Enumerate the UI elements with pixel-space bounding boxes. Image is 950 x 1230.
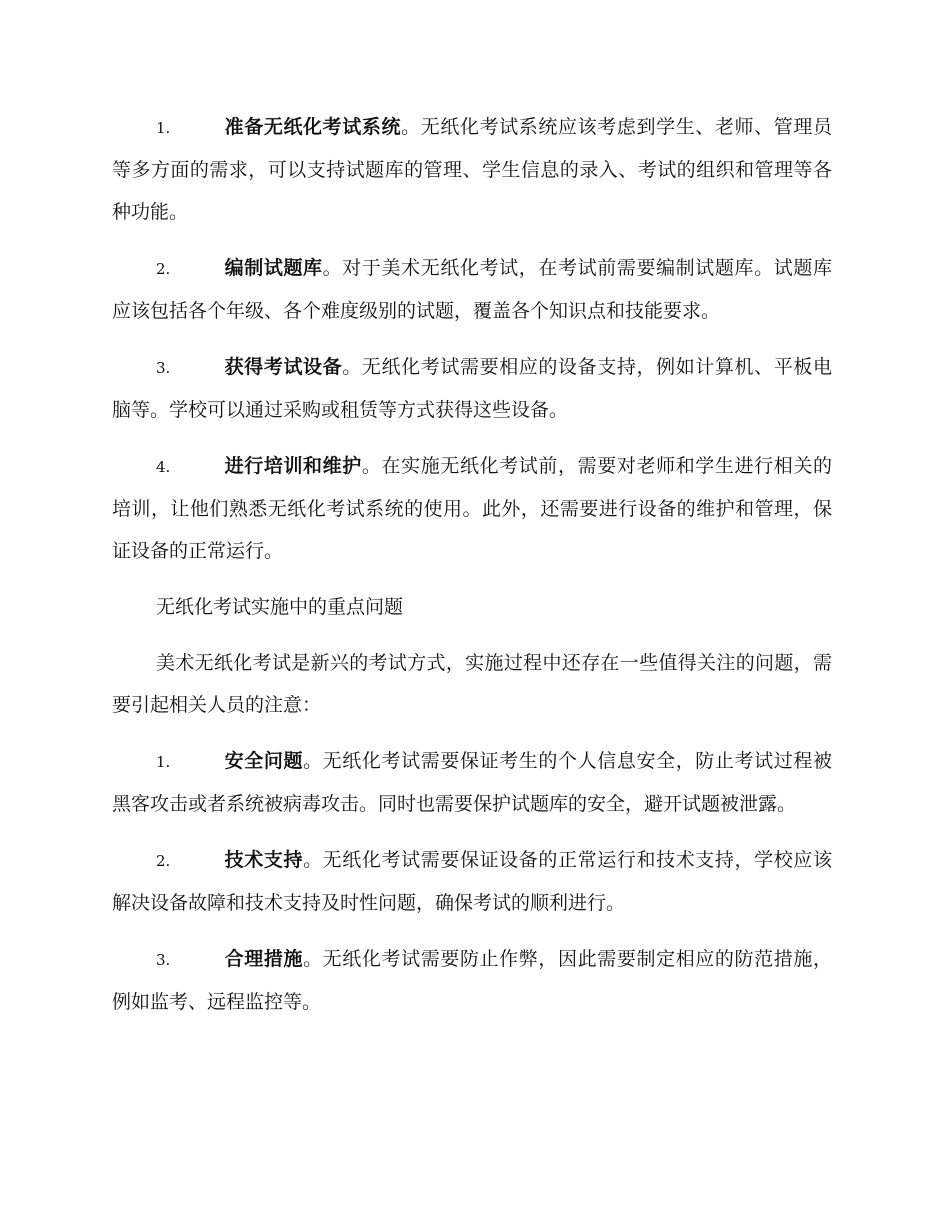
list-text: 。对于美术无纸化考试，在考试前需要编制试题库。试题库应该包括各个年级、各个难度级别的试题，覆盖各个知识点和技能要求。 [112, 257, 832, 322]
list-term: 安全问题 [224, 750, 304, 772]
list-term: 进行培训和维护 [224, 455, 362, 477]
list-term: 准备无纸化考试系统 [224, 116, 402, 138]
list-text: 。无纸化考试需要防止作弊，因此需要制定相应的防范措施，例如监考、远程监控等。 [112, 948, 832, 1013]
list-term: 技术支持 [224, 849, 304, 871]
list-text: 。无纸化考试需要保证设备的正常运行和技术支持，学校应该解决设备故障和技术支持及时性问题，确保考试的顺利进行。 [112, 849, 832, 914]
list-text: 。无纸化考试需要保证考生的个人信息安全，防止考试过程被黑客攻击或者系统被病毒攻击。同时也需要保护试题库的安全，避开试题被泄露。 [112, 750, 832, 815]
section-heading: 无纸化考试实施中的重点问题 [156, 596, 404, 618]
section-intro: 美术无纸化考试是新兴的考试方式，实施过程中还存在一些值得关注的问题，需要引起相关人员的注意： [112, 652, 832, 716]
list-number: 1. [156, 119, 171, 137]
list-text: 。在实施无纸化考试前，需要对老师和学生进行相关的培训，让他们熟悉无纸化考试系统的使用。此外，还需要进行设备的维护和管理，保证设备的正常运行。 [112, 455, 832, 562]
list-term: 合理措施 [224, 948, 304, 970]
list-item [112, 445, 832, 572]
list-item [112, 839, 832, 924]
list-number: 3. [156, 359, 171, 377]
list-number: 2. [156, 260, 171, 278]
list-item [112, 740, 832, 825]
document-page [112, 106, 832, 1037]
list-item [112, 247, 832, 332]
list-text: 。无纸化考试需要相应的设备支持，例如计算机、平板电脑等。学校可以通过采购或租赁等方式获得这些设备。 [112, 356, 832, 421]
list-term: 获得考试设备 [224, 356, 343, 378]
list-number: 4. [156, 458, 171, 476]
list-item [112, 346, 832, 431]
list-text: 。无纸化考试系统应该考虑到学生、老师、管理员等多方面的需求，可以支持试题库的管理、学生信息的录入、考试的组织和管理等各种功能。 [112, 116, 832, 223]
list-item [112, 106, 832, 233]
list-number: 2. [156, 852, 171, 870]
list-item [112, 938, 832, 1023]
list-term: 编制试题库 [224, 257, 323, 279]
list-number: 3. [156, 951, 171, 969]
list-number: 1. [156, 753, 171, 771]
